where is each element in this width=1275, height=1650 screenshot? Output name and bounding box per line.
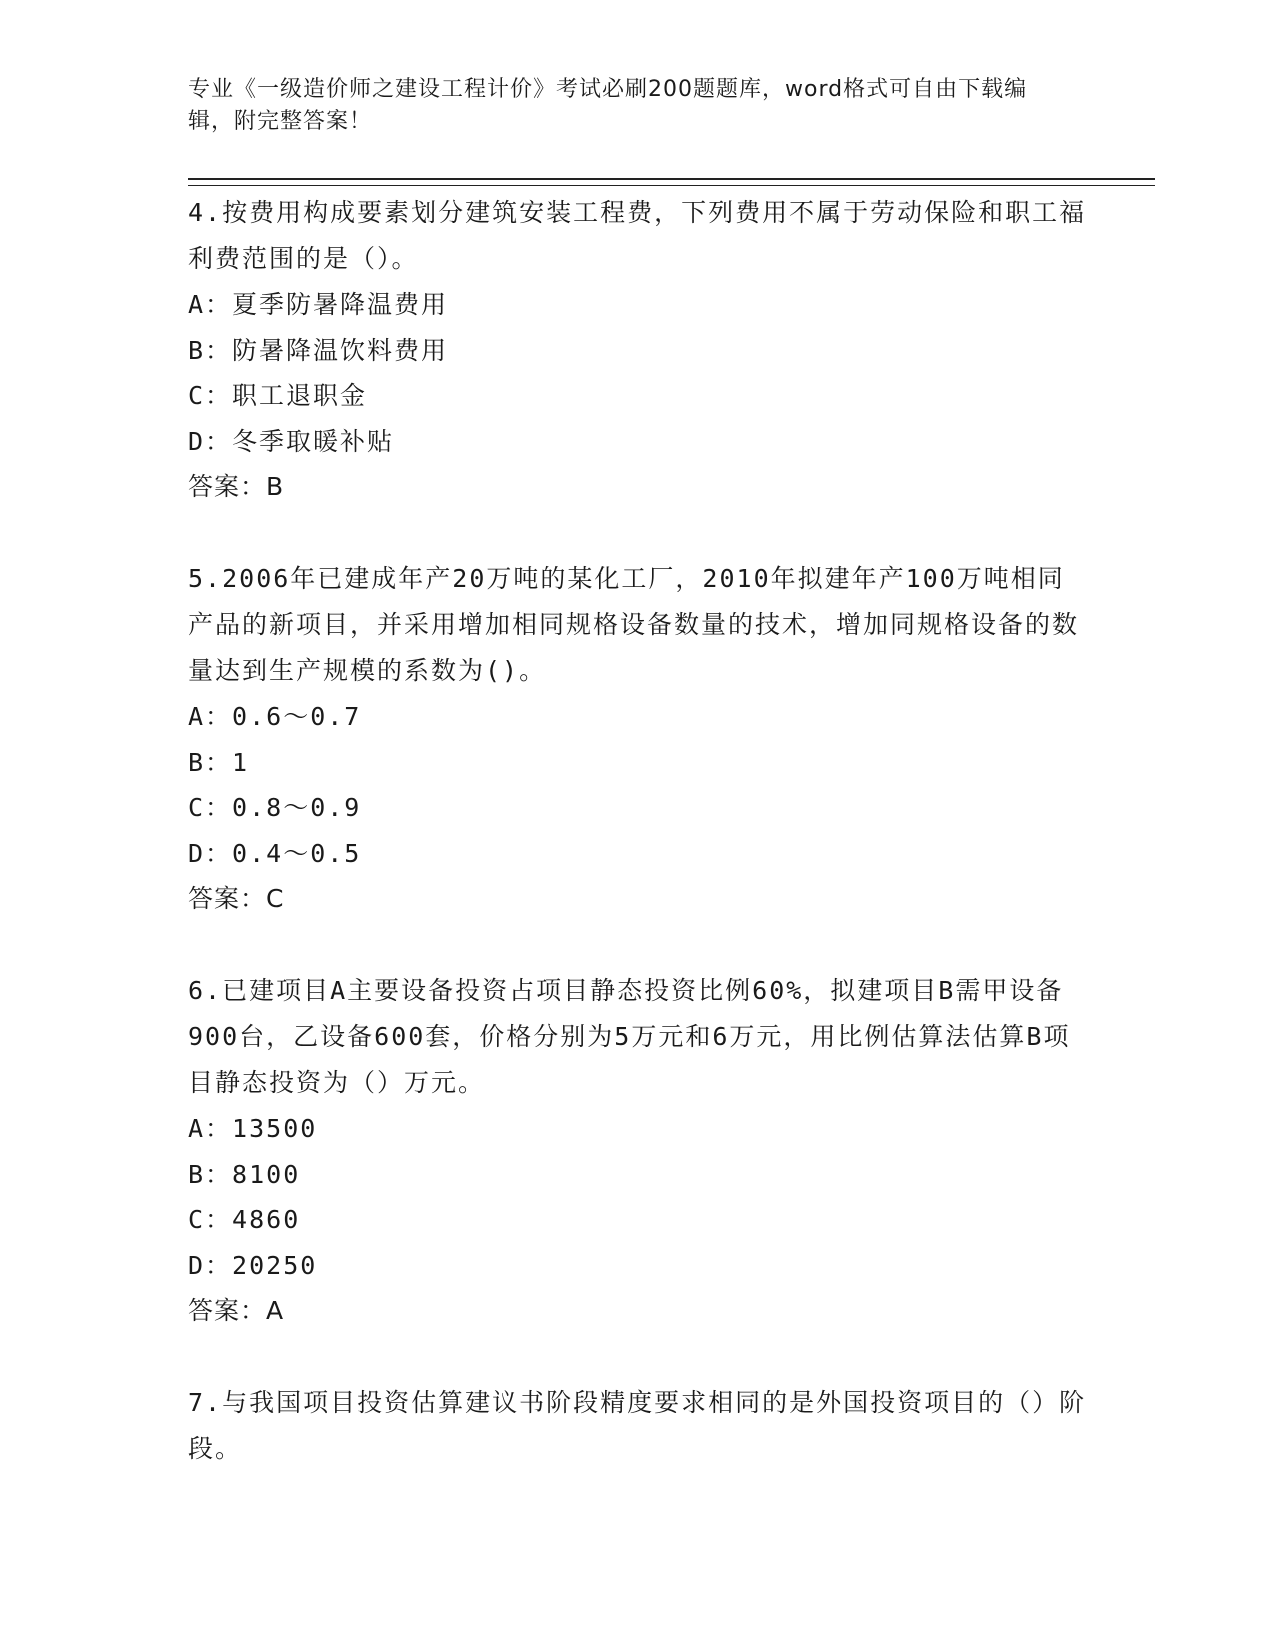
option-d: D：20250	[188, 1250, 318, 1280]
question-6	[188, 968, 1088, 1334]
option-d: D：冬季取暖补贴	[188, 426, 395, 456]
question-5	[188, 556, 1088, 922]
option-c: C：0.8～0.9	[188, 793, 362, 822]
option-a: A：0.6～0.7	[188, 702, 362, 731]
option-a: A：13500	[188, 1114, 318, 1143]
option-d: D：0.4～0.5	[188, 838, 362, 868]
option-c: C：4860	[188, 1205, 301, 1234]
question-text: 7.与我国项目投资估算建议书阶段精度要求相同的是外国投资项目的（）阶段。	[188, 1388, 1087, 1463]
question-list	[188, 190, 1088, 1472]
answer-label: 答案：	[188, 472, 267, 501]
question-7	[188, 1380, 1088, 1472]
answer-line	[188, 876, 1088, 922]
option-a: A：夏季防暑降温费用	[188, 290, 449, 319]
question-text: 6.已建项目A主要设备投资占项目静态投资比例60%，拟建项目B需甲设备900台，乙设备600套，价格分别为5万元和6万元，用比例估算法估算B项目静态投资为（）万元。	[188, 976, 1071, 1097]
answer-value: B	[266, 472, 285, 501]
header-divider	[188, 178, 1155, 186]
option-b: B：8100	[188, 1159, 301, 1189]
answer-value: C	[266, 884, 285, 913]
answer-value: A	[266, 1296, 285, 1325]
question-text: 5.2006年已建成年产20万吨的某化工厂，2010年拟建年产100万吨相同产品的新项目，并采用增加相同规格设备数量的技术，增加同规格设备的数量达到生产规模的系数为()。	[188, 564, 1080, 685]
option-b: B：防暑降温饮料费用	[188, 335, 449, 365]
answer-line	[188, 464, 1088, 510]
answer-label: 答案：	[188, 1296, 267, 1325]
question-text: 4.按费用构成要素划分建筑安装工程费，下列费用不属于劳动保险和职工福利费范围的是（）。	[188, 198, 1087, 273]
answer-label: 答案：	[188, 884, 267, 913]
option-c: C：职工退职金	[188, 381, 368, 410]
answer-line	[188, 1288, 1088, 1334]
option-b: B：1	[188, 747, 250, 777]
question-4	[188, 190, 1088, 510]
document-header: 专业《一级造价师之建设工程计价》考试必刷200题题库，word格式可自由下载编辑，附完整答案！	[188, 77, 1028, 134]
